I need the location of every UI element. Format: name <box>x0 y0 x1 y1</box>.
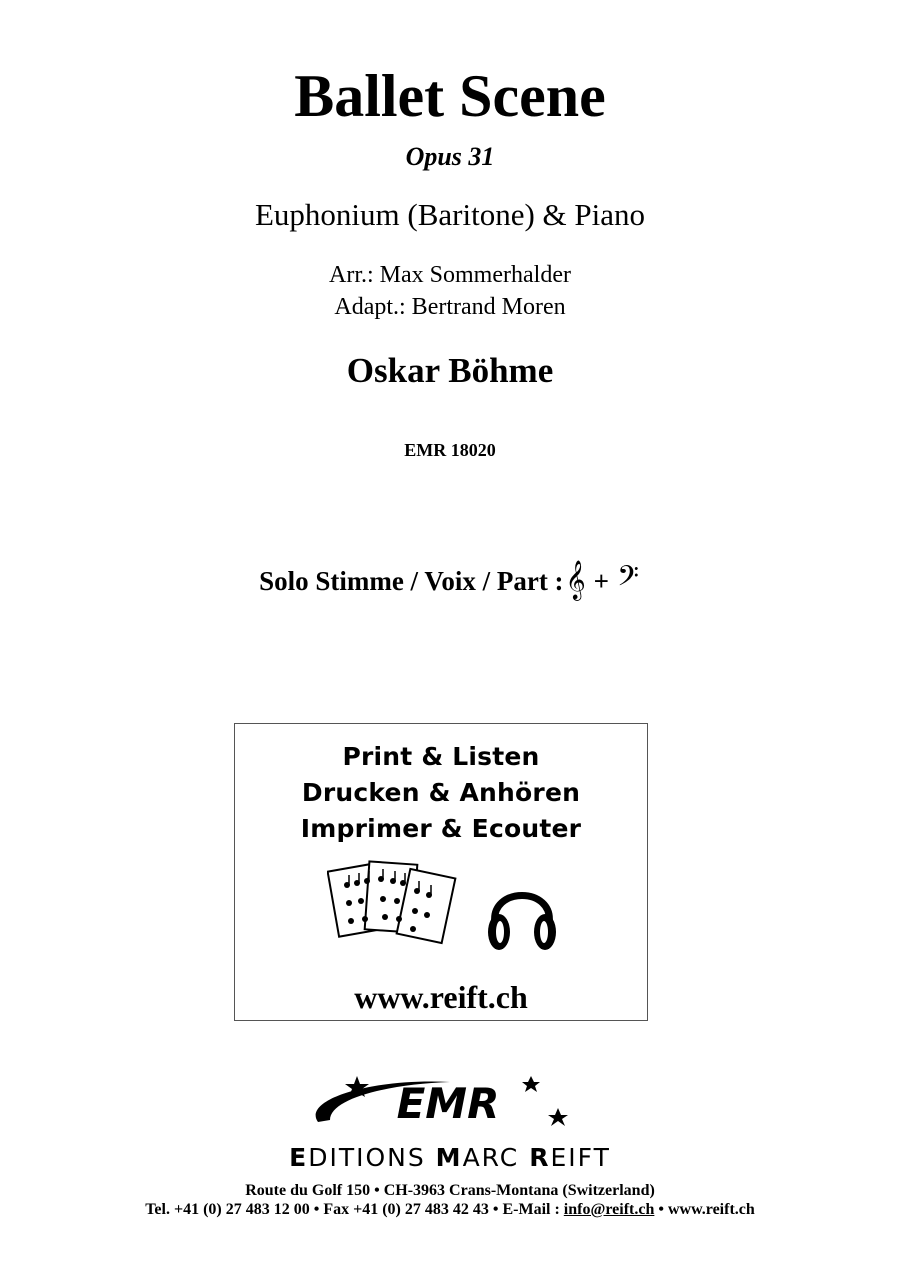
bass-clef-icon: 𝄢 <box>617 562 639 599</box>
publisher-name-part: ARC <box>462 1143 530 1172</box>
publisher-name <box>0 1143 900 1173</box>
publisher-name-part: M <box>435 1143 463 1172</box>
sheet-music-icon <box>327 859 457 951</box>
composer-name: Oskar Böhme <box>346 351 554 390</box>
publisher-name-part: DITIONS <box>308 1143 436 1172</box>
promo-url[interactable]: www.reift.ch <box>354 979 528 1015</box>
promo-line-german: Drucken & Anhören <box>301 778 581 807</box>
part-label: Solo Stimme / Voix / Part : <box>259 566 564 596</box>
publisher-contact <box>0 1200 900 1220</box>
opus-number: Opus 31 <box>405 142 495 171</box>
contact-suffix: • www.reift.ch <box>654 1201 755 1218</box>
publisher-address: Route du Golf 150 • CH-3963 Crans-Montana (Switzerland) <box>245 1182 655 1199</box>
contact-prefix: Tel. +41 (0) 27 483 12 00 • Fax +41 (0) 27 483 42 43 • E-Mail : <box>145 1201 564 1218</box>
publisher-name-part: R <box>529 1143 551 1172</box>
publisher-name-part: EIFT <box>550 1143 611 1172</box>
instrumentation: Euphonium (Baritone) & Piano <box>254 197 646 232</box>
arranger-credit: Arr.: Max Sommerhalder <box>329 262 571 288</box>
emr-logo <box>300 1072 575 1134</box>
treble-clef-icon: 𝄞 <box>565 562 586 599</box>
email-link[interactable]: info@reift.ch <box>563 1201 655 1218</box>
promo-line-english: Print & Listen <box>342 742 540 771</box>
adapter-credit: Adapt.: Bertrand Moren <box>334 294 566 320</box>
promo-line-french: Imprimer & Ecouter <box>300 814 582 843</box>
promo-box <box>234 723 648 1021</box>
catalog-number: EMR 18020 <box>404 440 496 460</box>
emr-logo-text: EMR <box>396 1079 500 1128</box>
page-title: Ballet Scene <box>294 63 606 129</box>
part-line <box>0 561 900 601</box>
headphones-icon <box>485 874 559 954</box>
publisher-name-part: E <box>289 1143 309 1172</box>
part-plus: + <box>593 566 610 596</box>
